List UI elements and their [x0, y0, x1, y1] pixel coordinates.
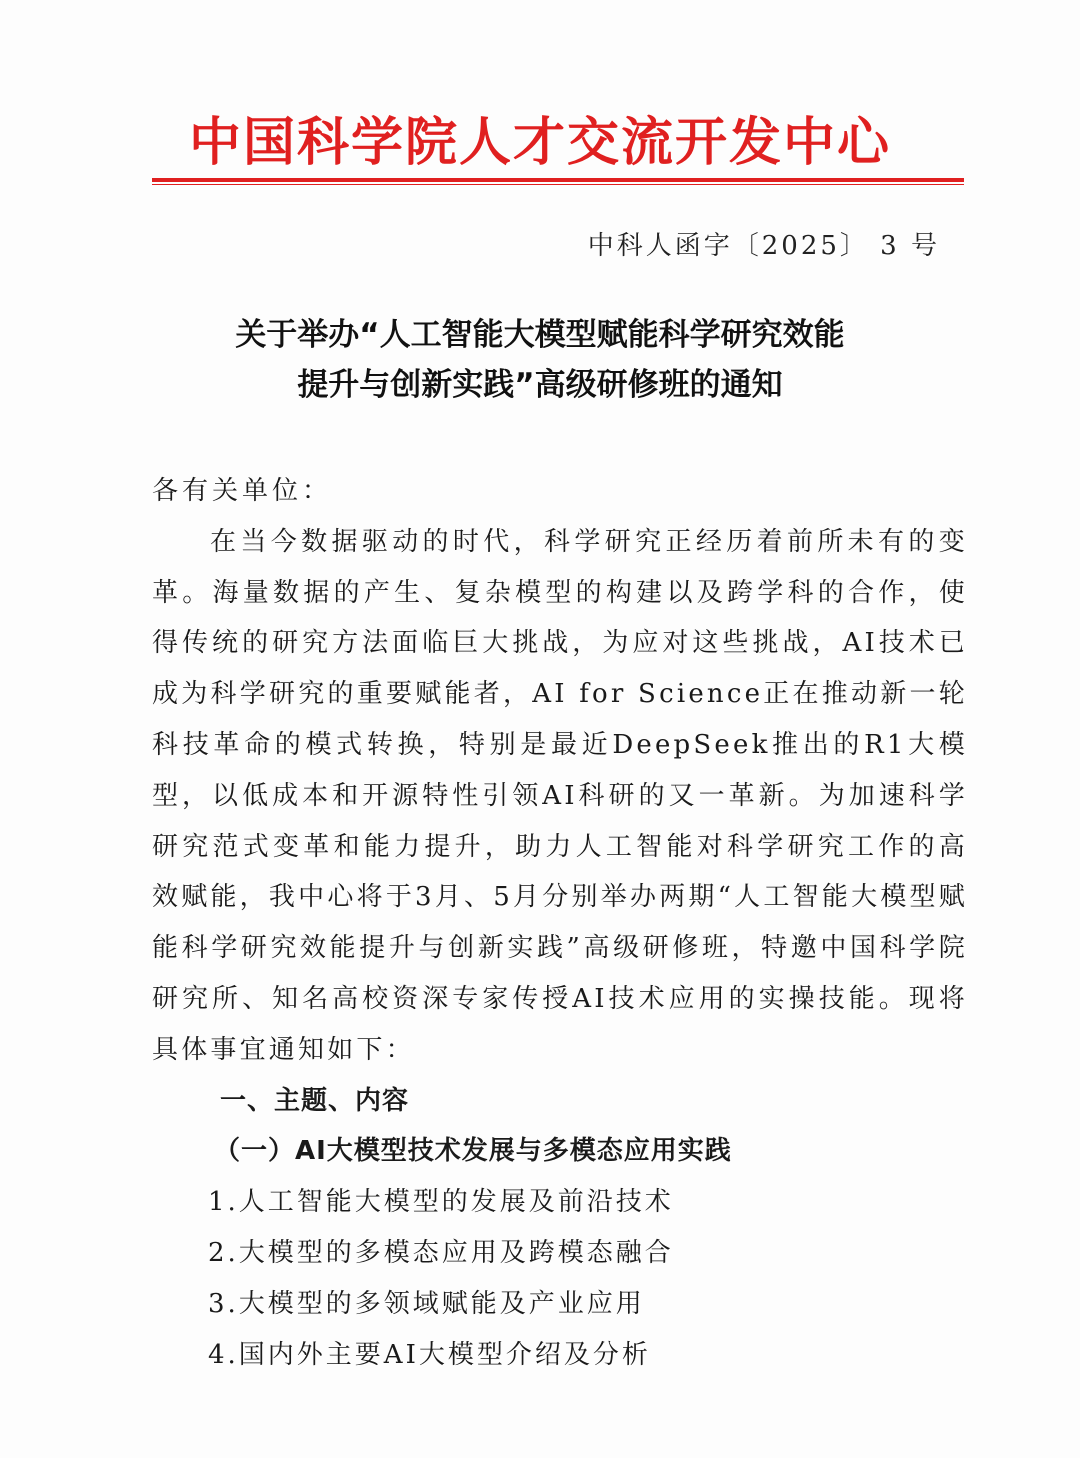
salutation: 各有关单位： [152, 476, 333, 506]
document-title [0, 310, 1080, 410]
section-heading: 一、主题、内容 [220, 1085, 410, 1116]
document-title-line-1: 关于举办“人工智能大模型赋能科学研究效能 [235, 317, 845, 353]
document-number: 中科人函字〔2025〕 3 号 [587, 231, 940, 261]
list-item: 1.人工智能大模型的发展及前沿技术 [208, 1187, 674, 1218]
list-item: 3.大模型的多领域赋能及产业应用 [208, 1288, 645, 1319]
red-divider-rule [152, 178, 964, 184]
red-rule-thin [152, 184, 964, 185]
document-title-line-2: 提升与创新实践”高级研修班的通知 [297, 367, 783, 403]
list-item: 2.大模型的多模态应用及跨模态融合 [208, 1237, 674, 1268]
list-item: 4.国内外主要AI大模型介绍及分析 [208, 1339, 651, 1370]
subsection-heading: （一）AI大模型技术发展与多模态应用实践 [214, 1136, 732, 1167]
organization-header: 中国科学院人才交流开发中心 [188, 113, 891, 173]
intro-paragraph: 在当今数据驱动的时代，科学研究正经历着前所未有的变革。海量数据的产生、复杂模型的构建以及跨学科的合作，使得传统的研究方法面临巨大挑战，为应对这些挑战，AI技术已成为科学研究的重要赋能者，AI for Science正在推动新一轮科技革命的模式转换，特别是最近DeepSeek推出的R1大模型，以低成本和开源特性引领AI科研的又一革新。为加速科学研究范式变革和能力提升，助力人工智能对科学研究工作的高效赋能，我中心将于3月、5月分别举办两期“人工智能大模型赋能科学研究效能提升与创新实践”高级研修班，特邀中国科学院研究所、知名高校资深专家传授AI技术应用的实操技能。现将具体事宜通知如下： [152, 526, 968, 1065]
document-body [152, 466, 968, 1380]
